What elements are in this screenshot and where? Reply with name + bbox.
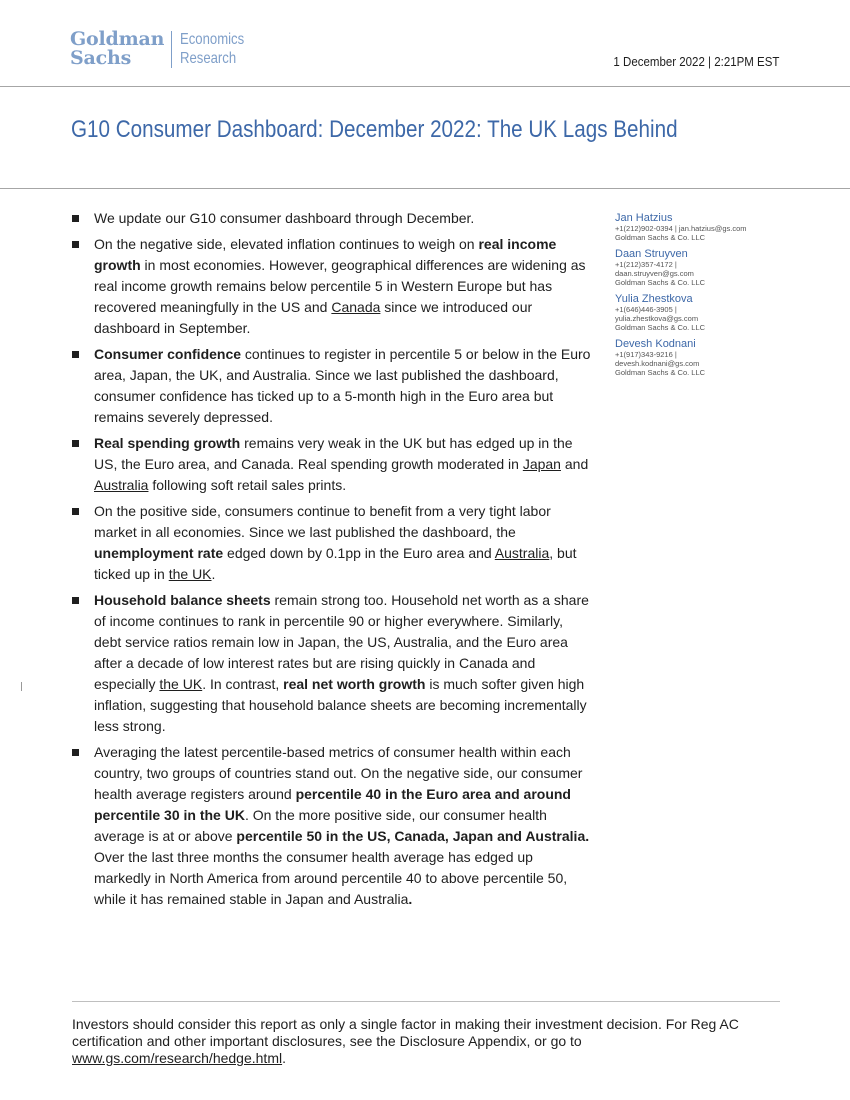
goldman-sachs-logo — [70, 30, 258, 68]
square-bullet-icon — [72, 597, 79, 604]
title-rule — [0, 188, 850, 189]
author-list — [615, 212, 785, 383]
logo-wordmark — [70, 30, 164, 68]
logo-divider — [171, 31, 172, 68]
report-title: G10 Consumer Dashboard: December 2022: The UK Lags Behind — [71, 116, 678, 143]
author-contact-line: +1(917)343-9216 | — [615, 350, 677, 359]
summary-bullet — [71, 344, 591, 428]
bullet-text: remains very weak in the UK but has edged up in the US, the Euro area, and Canada. Real spending growth moderated in — [94, 435, 573, 472]
bullet-text: since we introduced our dashboard in September. — [94, 299, 533, 336]
summary-bullet — [71, 433, 591, 496]
bullet-text: . — [211, 566, 216, 582]
author-contact-line: +1(212)357-4172 | — [615, 260, 677, 269]
bullet-text: and — [560, 456, 589, 472]
summary-bullet — [71, 234, 591, 339]
author-contact-line: Goldman Sachs & Co. LLC — [615, 233, 706, 242]
logo-line-2: Sachs — [70, 47, 132, 69]
inline-link[interactable]: Japan — [522, 456, 561, 472]
unit-line-2: Research — [180, 50, 237, 67]
square-bullet-icon — [72, 440, 79, 447]
bold-text: Consumer confidence — [94, 346, 242, 362]
inline-link[interactable]: the UK — [168, 566, 212, 582]
author-contact-line: Goldman Sachs & Co. LLC — [615, 368, 706, 377]
bullet-text: is much softer given high inflation, suggesting that household balance sheets are becoming incrementally less strong. — [94, 676, 587, 734]
bold-text: . — [408, 891, 413, 907]
inline-link[interactable]: Australia — [94, 477, 149, 493]
bold-text: unemployment rate — [94, 545, 224, 561]
bullet-text: in most economies. However, geographical differences are widening as real income growth remains below percentile 5 in Western Europe but has recovered meaningfully in the US and — [94, 257, 586, 315]
summary-bullet — [71, 590, 591, 737]
author-contact-line: +1(212)902-0394 | jan.hatzius@gs.com — [615, 224, 747, 233]
square-bullet-icon — [72, 351, 79, 358]
author-contact-line: Goldman Sachs & Co. LLC — [615, 323, 706, 332]
bullet-text: following soft retail sales prints. — [148, 477, 347, 493]
bullet-text: , but ticked up in — [94, 545, 577, 582]
square-bullet-icon — [72, 215, 79, 222]
author-name: Yulia Zhestkova — [615, 293, 693, 305]
disclosure-text: Investors should consider this report as only a single factor in making their investment decision. For Reg AC certification and other important disclosures, see the Disclosure Appendix, or go to — [72, 1016, 739, 1049]
disclosure-link[interactable]: www.gs.com/research/hedge.html — [72, 1050, 283, 1066]
author-contact-line: daan.struyven@gs.com — [615, 269, 694, 278]
summary-bullet — [71, 501, 591, 585]
bullet-text: remain strong too. Household net worth as a share of income continues to rank in percentile 90 or higher everywhere. Similarly, debt service ratios remain low in Japan, the US, Australia, and the Euro area after a decade of low interest rates but are rising quickly in Canada and especially — [94, 592, 589, 692]
author-contact-line: devesh.kodnani@gs.com — [615, 359, 700, 368]
bullet-text: On the negative side, elevated inflation continues to weigh on — [94, 236, 479, 252]
inline-link[interactable]: Canada — [331, 299, 381, 315]
author-contact-line: Goldman Sachs & Co. LLC — [615, 278, 706, 287]
publication-dateline: 1 December 2022 | 2:21PM EST — [613, 55, 779, 69]
bold-text: Household balance sheets — [94, 592, 271, 608]
author-contact-line: +1(646)446-3905 | — [615, 305, 677, 314]
bullet-text: Averaging the latest percentile-based metrics of consumer health within each country, two groups of countries stand out. On the negative side, our consumer health average registers around — [94, 744, 583, 802]
bold-text: percentile 50 in the US, Canada, Japan and Australia. — [236, 828, 590, 844]
author-block — [615, 248, 785, 287]
author-block — [615, 212, 785, 242]
inline-link[interactable]: Australia — [494, 545, 550, 561]
bold-text: real income growth — [94, 236, 557, 273]
footer-rule — [72, 1001, 780, 1002]
research-unit-label — [180, 30, 244, 68]
author-name: Jan Hatzius — [615, 212, 673, 224]
logo-line-1: Goldman — [70, 28, 165, 50]
bullet-text: continues to register in percentile 5 or below in the Euro area, Japan, the UK, and Australia. Since we last published the dashboard, consumer confidence has ticked up to a 5-month high in the Euro area but remains severely depressed. — [94, 346, 591, 425]
square-bullet-icon — [72, 508, 79, 515]
author-name: Daan Struyven — [615, 248, 688, 260]
bullet-text: . In contrast, — [202, 676, 284, 692]
header-rule — [0, 86, 850, 87]
author-block — [615, 338, 785, 377]
author-contact-line: yulia.zhestkova@gs.com — [615, 314, 699, 323]
bullet-text: We update our G10 consumer dashboard through December. — [94, 210, 475, 226]
bullet-text: . On the more positive side, our consumer health average is at or above — [94, 807, 547, 844]
summary-bullet-list — [71, 208, 591, 915]
bullet-text: Over the last three months the consumer health average has edged up markedly in North America from around percentile 40 to above percentile 50, while it has remained stable in Japan and Australia — [94, 849, 568, 907]
bold-text: percentile 40 in the Euro area and around percentile 30 in the UK — [94, 786, 571, 823]
bullet-text: On the positive side, consumers continue to benefit from a very tight labor market in all economies. Since we last published the dashboard, the — [94, 503, 551, 540]
disclosure-end: . — [282, 1050, 286, 1066]
square-bullet-icon — [72, 241, 79, 248]
summary-bullet — [71, 208, 591, 229]
unit-line-1: Economics — [180, 31, 245, 48]
bold-text: real net worth growth — [283, 676, 426, 692]
bold-text: Real spending growth — [94, 435, 241, 451]
summary-bullet — [71, 742, 591, 910]
author-block — [615, 293, 785, 332]
author-name: Devesh Kodnani — [615, 338, 696, 350]
inline-link[interactable]: the UK — [159, 676, 203, 692]
margin-mark — [21, 682, 22, 691]
bullet-text: edged down by 0.1pp in the Euro area and — [223, 545, 495, 561]
square-bullet-icon — [72, 749, 79, 756]
disclosure-footer — [72, 1016, 772, 1067]
